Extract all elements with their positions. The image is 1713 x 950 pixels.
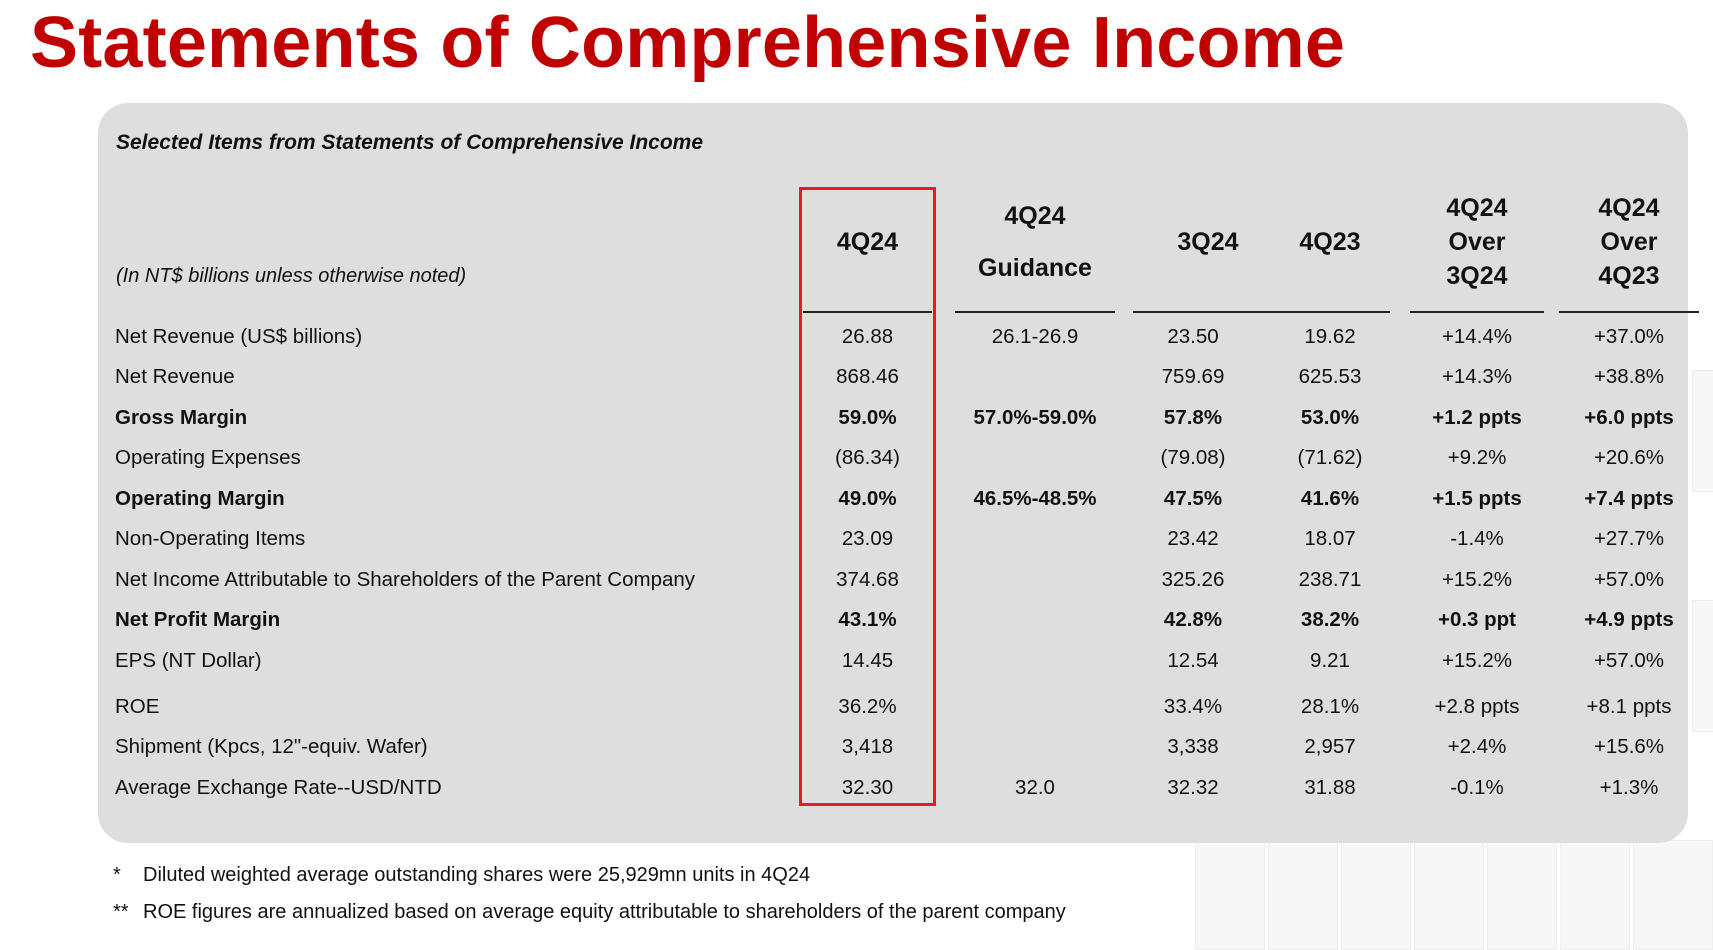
cell-4q23: 9.21: [1310, 649, 1350, 672]
cell-3q24: 57.8%: [1163, 406, 1223, 429]
cell-4q23: 2,957: [1304, 735, 1356, 758]
cell-qoq: -1.4%: [1450, 527, 1504, 550]
cell-4q24: 3,418: [841, 735, 894, 758]
footnote-text: Diluted weighted average outstanding shares were 25,929mn units in 4Q24: [143, 864, 811, 886]
cell-3q24: 33.4%: [1163, 695, 1223, 718]
cell-yoy: +4.9 ppts: [1584, 608, 1674, 631]
current-quarter-highlight: [799, 187, 936, 806]
cell-guidance: 46.5%-48.5%: [973, 487, 1097, 510]
cell-3q24: 12.54: [1167, 649, 1219, 672]
cell-qoq: +0.3 ppt: [1437, 608, 1517, 631]
cell-yoy: +8.1 ppts: [1586, 695, 1672, 718]
cell-3q24: 47.5%: [1163, 487, 1223, 510]
background-tile: [1268, 840, 1338, 950]
background-tile: [1414, 840, 1484, 950]
cell-4q23: 38.2%: [1300, 608, 1360, 631]
cell-4q23: 18.07: [1304, 527, 1356, 550]
cell-yoy: +1.3%: [1599, 776, 1659, 799]
cell-yoy: +27.7%: [1593, 527, 1665, 550]
col-header-4q23: [1270, 173, 1390, 313]
cell-4q24: (86.34): [835, 446, 900, 469]
background-tile: [1195, 840, 1265, 950]
background-tile: [1560, 840, 1630, 950]
cell-3q24: (79.08): [1160, 446, 1226, 469]
col-header-guidance: [955, 173, 1115, 313]
row-label: ROE: [115, 695, 160, 718]
cell-yoy: +15.6%: [1593, 735, 1665, 758]
cell-4q24: 868.46: [836, 365, 899, 388]
page-title: Statements of Comprehensive Income: [30, 3, 1346, 83]
cell-3q24: 759.69: [1161, 365, 1225, 388]
row-label: Net Income Attributable to Shareholders of the Parent Company: [115, 568, 696, 591]
row-label: Gross Margin: [115, 406, 248, 429]
cell-yoy: +6.0 ppts: [1584, 406, 1674, 429]
col-header-qoq-line2: Over: [1448, 228, 1506, 256]
cell-qoq: +1.5 ppts: [1432, 487, 1522, 510]
cell-3q24: 32.32: [1167, 776, 1219, 799]
cell-guidance: 32.0: [1015, 776, 1055, 799]
cell-yoy: +38.8%: [1593, 365, 1665, 388]
col-header-yoy: [1559, 173, 1699, 313]
footnote-mark: *: [113, 864, 121, 886]
cell-4q24: 26.88: [841, 325, 894, 348]
col-header-4q24-label: 4Q24: [836, 228, 899, 256]
col-header-yoy-line2: Over: [1600, 228, 1658, 256]
cell-4q23: 31.88: [1304, 776, 1356, 799]
col-header-qoq: [1410, 173, 1544, 313]
row-label: EPS (NT Dollar): [115, 649, 262, 672]
col-header-3q24-label: 3Q24: [1177, 228, 1239, 256]
cell-qoq: +9.2%: [1447, 446, 1507, 469]
cell-3q24: 23.42: [1167, 527, 1219, 550]
footnote-roe: [113, 901, 1066, 924]
row-label: Operating Margin: [115, 487, 285, 510]
cell-4q24: 49.0%: [838, 487, 897, 510]
cell-4q23: (71.62): [1297, 446, 1363, 469]
income-table-panel: [98, 103, 1688, 843]
col-header-qoq-line1: 4Q24: [1446, 194, 1508, 222]
units-note: (In NT$ billions unless otherwise noted): [116, 265, 467, 287]
cell-4q24: 43.1%: [838, 608, 897, 631]
background-tile: [1633, 840, 1713, 950]
footnote-shares: [113, 864, 810, 887]
cell-yoy: +57.0%: [1593, 568, 1665, 591]
cell-qoq: +2.4%: [1447, 735, 1507, 758]
cell-4q24: 374.68: [836, 568, 899, 591]
row-label: Non-Operating Items: [115, 527, 306, 550]
cell-3q24: 23.50: [1167, 325, 1219, 348]
cell-yoy: +57.0%: [1593, 649, 1665, 672]
cell-yoy: +20.6%: [1593, 446, 1665, 469]
cell-qoq: +1.2 ppts: [1432, 406, 1522, 429]
col-header-guidance-line2: Guidance: [978, 254, 1092, 282]
cell-qoq: +15.2%: [1441, 649, 1513, 672]
col-header-guidance-line1: 4Q24: [1004, 202, 1066, 230]
cell-4q24: 36.2%: [838, 695, 897, 718]
background-tile: [1341, 840, 1411, 950]
col-header-3q24: [1133, 173, 1283, 313]
cell-qoq: -0.1%: [1450, 776, 1504, 799]
cell-4q24: 23.09: [841, 527, 894, 550]
row-label: Net Profit Margin: [115, 608, 281, 631]
background-tile: [1487, 840, 1557, 950]
cell-qoq: +14.4%: [1441, 325, 1513, 348]
cell-4q23: 28.1%: [1300, 695, 1360, 718]
cell-4q23: 238.71: [1298, 568, 1362, 591]
col-header-qoq-line3: 3Q24: [1446, 262, 1508, 290]
row-label: Shipment (Kpcs, 12"-equiv. Wafer): [115, 735, 428, 758]
cell-qoq: +15.2%: [1441, 568, 1513, 591]
row-label: Net Revenue (US$ billions): [115, 325, 363, 348]
cell-guidance: 57.0%-59.0%: [973, 406, 1097, 429]
row-label: Net Revenue: [115, 365, 235, 388]
cell-3q24: 42.8%: [1163, 608, 1223, 631]
cell-yoy: +37.0%: [1593, 325, 1665, 348]
cell-qoq: +14.3%: [1441, 365, 1513, 388]
footnote-mark: **: [113, 901, 129, 923]
cell-guidance: 26.1-26.9: [991, 325, 1079, 348]
cell-4q24: 32.30: [841, 776, 894, 799]
col-header-4q23-label: 4Q23: [1299, 228, 1361, 256]
cell-3q24: 325.26: [1161, 568, 1225, 591]
cell-yoy: +7.4 ppts: [1584, 487, 1674, 510]
col-header-yoy-line1: 4Q24: [1598, 194, 1660, 222]
row-label: Operating Expenses: [115, 446, 301, 469]
cell-4q24: 59.0%: [838, 406, 897, 429]
cell-qoq: +2.8 ppts: [1434, 695, 1520, 718]
cell-4q23: 53.0%: [1300, 406, 1360, 429]
cell-3q24: 3,338: [1167, 735, 1219, 758]
cell-4q23: 625.53: [1298, 365, 1362, 388]
cell-4q23: 41.6%: [1300, 487, 1360, 510]
row-label: Average Exchange Rate--USD/NTD: [115, 776, 442, 799]
cell-4q24: 14.45: [841, 649, 894, 672]
panel-heading: Selected Items from Statements of Comprehensive Income: [116, 131, 704, 154]
cell-4q23: 19.62: [1304, 325, 1356, 348]
col-header-yoy-line3: 4Q23: [1598, 262, 1660, 290]
footnote-text: ROE figures are annualized based on average equity attributable to shareholders of the parent company: [143, 901, 1066, 923]
